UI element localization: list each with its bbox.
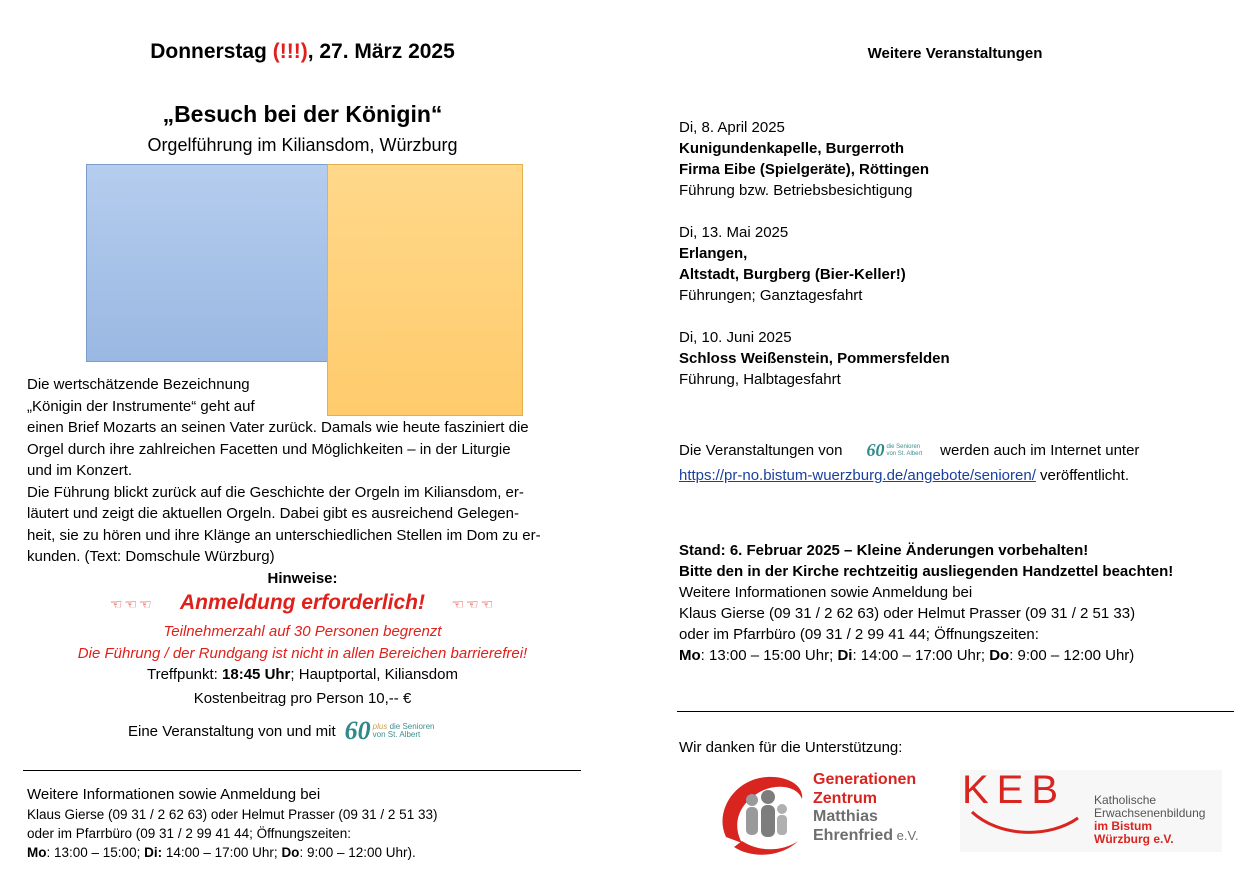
event-location-2: Firma Eibe (Spielgeräte), Röttingen [679, 161, 930, 178]
logo-number: 60 [866, 440, 885, 460]
event-item [679, 117, 950, 201]
event-date-heading [40, 40, 565, 64]
description-line: Die wertschätzende Bezeichnung [27, 376, 250, 393]
left-divider [23, 770, 581, 771]
logo-line2: von St. Albert [372, 730, 421, 739]
hand-pointer-icons-left: ☜☜☜ [109, 596, 154, 612]
sponsor1-line3: Matthias [813, 808, 878, 825]
hours-do: : 9:00 – 12:00 Uhr) [1009, 647, 1135, 664]
description-line: Orgel durch ihre zahlreichen Facetten und Möglichkeiten – in der Liturgie [27, 440, 511, 458]
event-date: Di, 13. Mai 2025 [679, 224, 789, 241]
description-line: einen Brief Mozarts an seinen Vater zurück. Damals wie heute fasziniert die [27, 419, 529, 436]
senioren-60plus-logo [345, 716, 435, 746]
senioren-60plus-logo-small [866, 440, 922, 461]
event-date: Di, 10. Juni 2025 [679, 329, 792, 346]
logo-line1: die Senioren [886, 444, 921, 451]
info-office: oder im Pfarrbüro (09 31 / 2 99 41 44; Öffnungszeiten: [679, 626, 1039, 643]
sponsor1-line1: Generationen [813, 771, 917, 788]
keb-line2: Erwachsenenbildung [1094, 806, 1206, 820]
description-line: läutert und zeigt die aktuellen Orgeln. Dabei gibt es ausreichend Gelegen- [27, 505, 519, 522]
description-line: „Königin der Instrumente“ geht auf [27, 397, 255, 415]
organizer-text: Eine Veranstaltung von und mit [128, 722, 336, 740]
date-suffix: , 27. März 2025 [307, 40, 455, 63]
handzettel-note: Bitte den in der Kirche rechtzeitig ausliegenden Handzettel beachten! [679, 563, 1174, 580]
logo-line1: die Senioren [389, 721, 435, 731]
further-events-heading: Weitere Veranstaltungen [867, 45, 1043, 62]
participant-limit: Teilnehmerzahl auf 30 Personen begrenzt [163, 623, 442, 640]
hinweise-label: Hinweise: [267, 570, 338, 587]
hours-do-label: Do [989, 647, 1010, 664]
thanks-text: Wir danken für die Unterstützung: [679, 739, 903, 756]
info-hours [679, 645, 1173, 666]
hours-mo-label: Mo [27, 845, 47, 860]
event-subtitle: Orgelführung im Kiliansdom, Würzburg [147, 135, 458, 155]
meeting-point [40, 666, 565, 683]
barrier-note: Die Führung / der Rundgang ist nicht in allen Bereichen barrierefrei! [77, 645, 528, 662]
event-list [679, 117, 950, 390]
event-location-2: Altstadt, Burgberg (Bier-Keller!) [679, 266, 906, 283]
right-info-block [679, 540, 1173, 666]
description-line: Die Führung blickt zurück auf die Geschichte der Orgeln im Kiliansdom, er- [27, 483, 524, 501]
hours-mo-label: Mo [679, 647, 701, 664]
event-item [679, 327, 950, 390]
internet-suffix: werden auch im Internet unter [940, 442, 1140, 459]
description-line: und im Konzert. [27, 462, 133, 479]
hours-do-label: Do [281, 845, 300, 860]
url-suffix: veröffentlicht. [1035, 467, 1129, 484]
internet-prefix: Die Veranstaltungen von [679, 442, 843, 459]
event-location: Kunigundenkapelle, Burgerroth [679, 140, 905, 157]
sponsor1-text [813, 771, 919, 845]
hours-mo: : 13:00 – 15:00; [46, 845, 145, 860]
sponsor1-suffix: e.V. [893, 827, 919, 843]
internet-note [679, 440, 1139, 461]
description-line: kunden. (Text: Domschule Würzburg) [27, 548, 275, 565]
event-description [27, 374, 541, 568]
sponsor1-line2: Zentrum [813, 789, 877, 807]
organizer-row [128, 716, 434, 746]
info-contacts: Klaus Gierse (09 31 / 2 62 63) oder Helmut Prasser (09 31 / 2 51 33) [27, 807, 438, 822]
keb-line4: Würzburg e.V. [1094, 832, 1174, 846]
hours-di: 14:00 – 17:00 Uhr; [162, 845, 282, 860]
blue-image-block [86, 164, 328, 362]
description-line: heit, sie zu hören und ihre Klänge an unterschiedlichen Stellen im Dom zu er- [27, 526, 541, 544]
logo-line2: von St. Albert [886, 450, 923, 457]
logo-number: 60 [344, 716, 371, 745]
sponsor1-line4: Ehrenfried [813, 826, 894, 844]
meeting-prefix: Treffpunkt: [146, 666, 223, 683]
event-item [679, 222, 950, 306]
keb-line1: Katholische [1094, 793, 1157, 807]
registration-row [40, 591, 565, 615]
event-location: Erlangen, [679, 245, 748, 262]
keb-letters: KEB [962, 768, 1067, 812]
registration-required: Anmeldung erforderlich! [179, 591, 426, 614]
event-location: Schloss Weißenstein, Pommersfelden [679, 350, 950, 367]
keb-text [1094, 794, 1205, 846]
keb-logo [960, 770, 1222, 852]
left-info-block [27, 784, 437, 862]
hours-di: : 14:00 – 17:00 Uhr; [852, 647, 990, 664]
event-desc: Führung, Halbtagesfahrt [679, 371, 841, 388]
date-exclaim: (!!!) [272, 40, 308, 63]
meeting-time: 18:45 Uhr [222, 666, 291, 683]
stand-note: Stand: 6. Februar 2025 – Kleine Änderungen vorbehalten! [679, 542, 1089, 559]
event-desc: Führungen; Ganztagesfahrt [679, 287, 863, 304]
meeting-suffix: ; Hauptportal, Kiliansdom [290, 666, 458, 683]
generationen-zentrum-logo [712, 767, 932, 859]
right-divider [677, 711, 1234, 712]
event-title: „Besuch bei der Königin“ [162, 101, 443, 127]
cost-note: Kostenbeitrag pro Person 10,-- € [193, 690, 412, 707]
url-line [679, 465, 1129, 486]
hours-do: : 9:00 – 12:00 Uhr). [299, 845, 416, 860]
event-date: Di, 8. April 2025 [679, 119, 785, 136]
senioren-url-link[interactable]: https://pr-no.bistum-wuerzburg.de/angebote/senioren/ [679, 467, 1036, 484]
hours-mo: : 13:00 – 15:00 Uhr; [700, 647, 838, 664]
info-heading: Weitere Informationen sowie Anmeldung bei [679, 584, 973, 601]
hours-di-label: Di: [144, 845, 163, 860]
keb-swoosh-icon [970, 808, 1080, 838]
date-prefix: Donnerstag [150, 40, 273, 63]
keb-line3: im Bistum [1094, 819, 1153, 833]
info-heading: Weitere Informationen sowie Anmeldung bei [27, 786, 321, 803]
hours-di-label: Di [837, 647, 853, 664]
generationen-family-icon [712, 767, 810, 859]
logo-plus: plus [372, 721, 388, 731]
info-hours [27, 843, 437, 862]
info-office: oder im Pfarrbüro (09 31 / 2 99 41 44; Öffnungszeiten: [27, 826, 351, 841]
event-desc: Führung bzw. Betriebsbesichtigung [679, 182, 913, 199]
hand-pointer-icons-right: ☜☜☜ [451, 596, 496, 612]
info-contacts: Klaus Gierse (09 31 / 2 62 63) oder Helmut Prasser (09 31 / 2 51 33) [679, 605, 1136, 622]
